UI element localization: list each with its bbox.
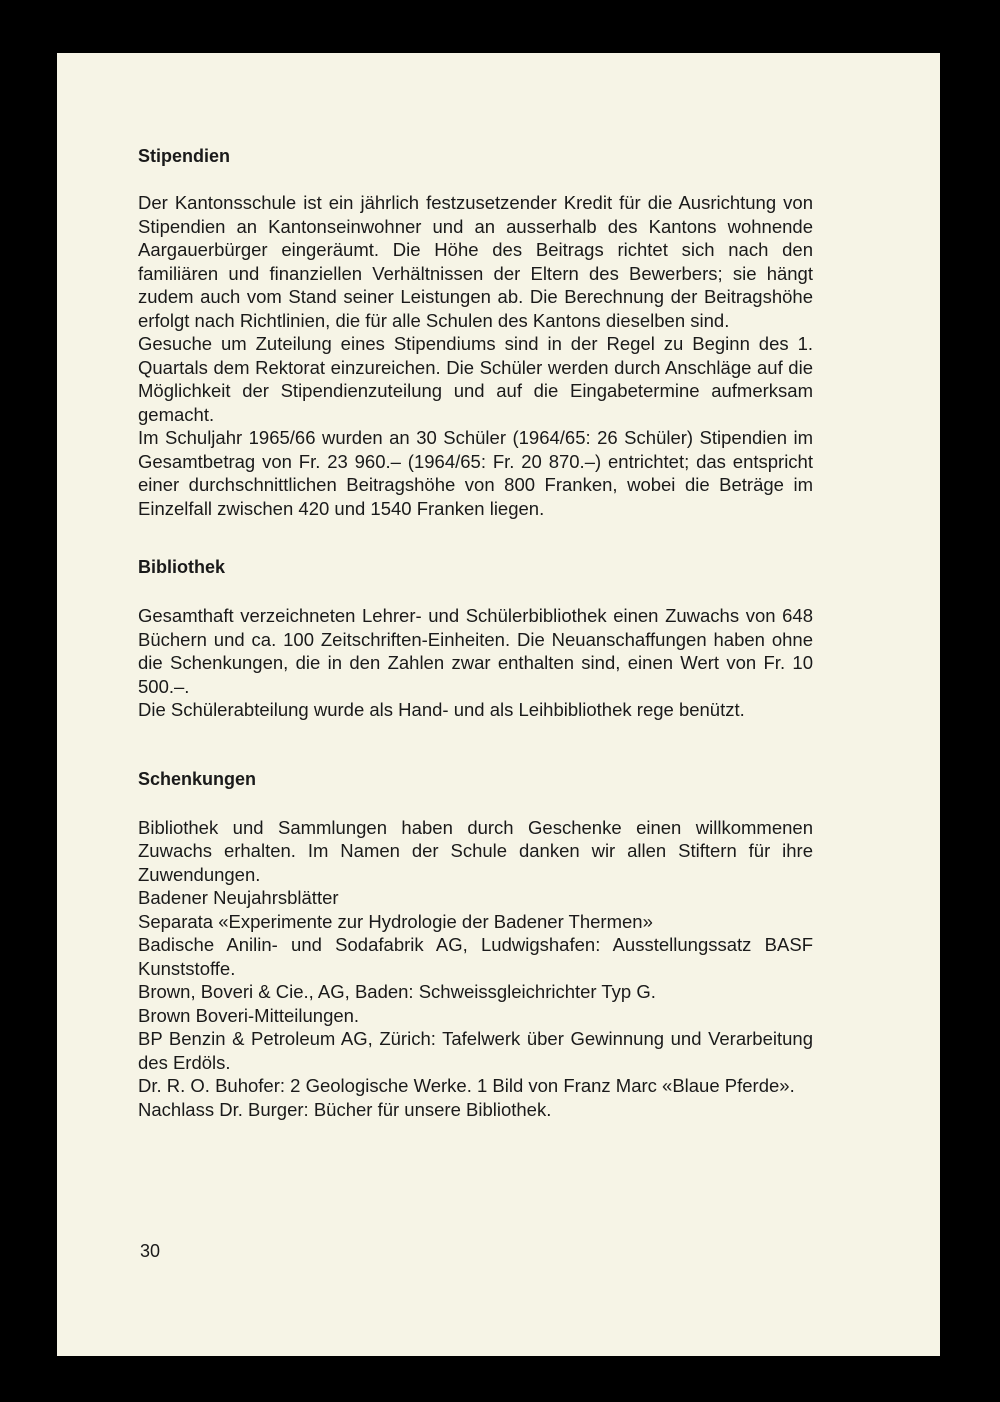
page-number: 30: [140, 1241, 161, 1261]
donation-item: Badische Anilin- und Sodafabrik AG, Ludwigshafen: Ausstellungssatz BASF Kunststoffe.: [138, 934, 813, 979]
donation-item: Separata «Experimente zur Hydrologie der Badener Thermen»: [138, 910, 653, 932]
paragraph: Die Schülerabteilung wurde als Hand- und als Leihbibliothek rege benützt.: [138, 699, 745, 720]
paragraph: Im Schuljahr 1965/66 wurden an 30 Schüler (1964/65: 26 Schüler) Stipendien im Gesamtbetrag von Fr. 23 960.– (1964/65: Fr. 20 870.–) entrichtet; das entspricht einer durchschnittlichen Beitragshöhe von 800 Franken, wobei die Beträge im Einzelfall zwischen 420 und 1540 Franken liegen.: [138, 427, 813, 519]
page-content: [138, 143, 813, 1121]
paragraph: Der Kantonsschule ist ein jährlich festzusetzender Kredit für die Ausrichtung von Stipendien an Kantonseinwohner und an ausserhalb des Kantons wohnende Aargauerbürger eingeräumt. Die Höhe des Beitrags richtet sich nach den familiären und finanziellen Verhältnissen der Eltern des Bewerbers; sie hängt zudem auch vom Stand seiner Leistungen ab. Die Berechnung der Beitragshöhe erfolgt nach Richtlinien, die für alle Schulen des Kantons dieselben sind.: [138, 192, 813, 331]
donation-item: Brown, Boveri & Cie., AG, Baden: Schweissgleichrichter Typ G.: [138, 981, 656, 1002]
section-body-stipendien: [138, 191, 813, 520]
paragraph: Gesamthaft verzeichneten Lehrer- und Schülerbibliothek einen Zuwachs von 648 Büchern und ca. 100 Zeitschriften-Einheiten. Die Neuanschaffungen haben ohne die Schenkungen, die in den Zahlen zwar enthalten sind, einen Wert von Fr. 10 500.–.: [138, 605, 813, 697]
section-body-bibliothek: [138, 604, 813, 722]
paragraph: Bibliothek und Sammlungen haben durch Geschenke einen willkommenen Zuwachs erhalten. Im Namen der Schule danken wir allen Stiftern für ihre Zuwendungen.: [138, 816, 813, 885]
donation-item: BP Benzin & Petroleum AG, Zürich: Tafelwerk über Gewinnung und Verarbeitung des Erdöls.: [138, 1028, 813, 1073]
section-heading-stipendien: Stipendien: [138, 146, 231, 166]
paragraph: Gesuche um Zuteilung eines Stipendiums sind in der Regel zu Beginn des 1. Quartals dem Rektorat einzureichen. Die Schüler werden durch Anschläge auf die Möglichkeit der Stipendienzuteilung und auf die Eingabetermine aufmerksam gemacht.: [138, 333, 813, 425]
donation-item: Brown Boveri-Mitteilungen.: [138, 1004, 360, 1026]
section-heading-schenkungen: Schenkungen: [138, 768, 257, 789]
section-heading-bibliothek: Bibliothek: [138, 557, 226, 577]
donation-item: Dr. R. O. Buhofer: 2 Geologische Werke. 1 Bild von Franz Marc «Blaue Pferde».: [138, 1075, 795, 1096]
section-body-schenkungen: [138, 816, 813, 1122]
document-page: [57, 53, 940, 1356]
donation-item: Nachlass Dr. Burger: Bücher für unsere Bibliothek.: [138, 1098, 552, 1120]
donation-item: Badener Neujahrsblätter: [138, 887, 339, 908]
